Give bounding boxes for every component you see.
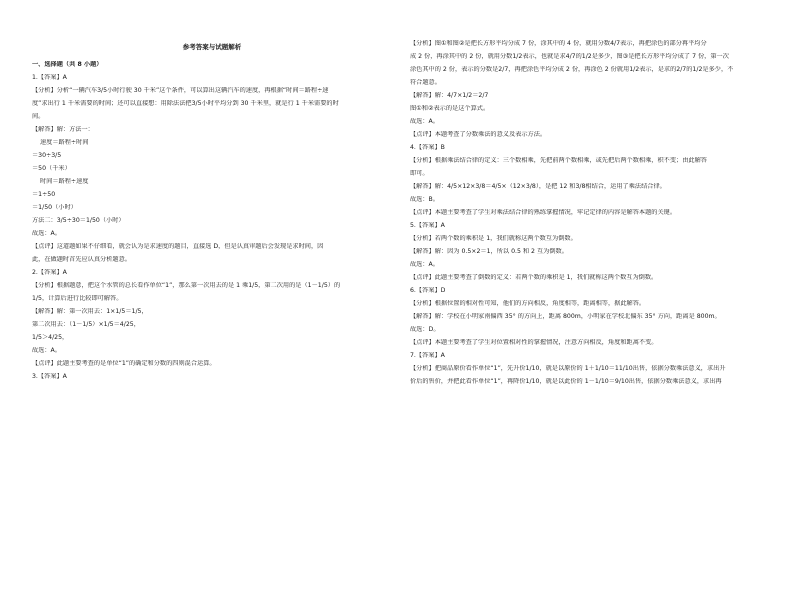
- text-line: 【点评】本题主要考查了学生对乘法结合律的熟练掌握情况，牢记定律的内容是解答本题的关键。: [410, 209, 677, 216]
- text-line: 一、选择题（共 8 小题）: [32, 61, 103, 68]
- line-spacer: [410, 386, 770, 391]
- text-line: 【点评】此题主要考查的是单位“1”的确定和分数的四则混合运算。: [32, 360, 216, 367]
- text-line: 涂色其中的 2 份，表示的分数是2/7，再把涂色平均分成 2 份，再涂色 2 份就用1/2表示，是求的2/7的1/2是多少，不: [410, 66, 734, 73]
- text-line: ＝30÷3/5: [32, 152, 62, 159]
- text-line: 符合题意。: [410, 79, 441, 86]
- text-line: 价后的售价，并把此看作单位“1”，再降价1/10，就是以此价的 1－1/10＝9/10出售，依据分数乘法意义，求出再: [410, 378, 722, 385]
- text-line: 间。: [32, 113, 45, 120]
- text-line: 此，在做题时首先应认真分析题意。: [32, 256, 131, 263]
- text-line: 故选：A。: [410, 118, 439, 125]
- text-line: 【分析】根据位置的相对性可知，他们的方向相反，角度相等，距离相等，据此解答。: [410, 300, 646, 307]
- text-line: 故选：A。: [32, 230, 61, 237]
- text-line: 【解答】解：4/7×1/2＝2/7: [410, 92, 489, 99]
- text-line: ＝50（千米）: [32, 165, 71, 172]
- document-title: 参考答案与试题解析: [182, 43, 242, 51]
- text-line: 速度＝路程÷时间: [40, 139, 89, 146]
- text-line: 2.【答案】A: [32, 269, 67, 276]
- text-line: 1/5＞4/25，: [32, 334, 69, 341]
- text-line: 【点评】本题考查了分数乘法的意义及表示方法。: [410, 131, 547, 138]
- text-line: 【解答】解：因为 0.5×2＝1，所以 0.5 和 2 互为倒数。: [410, 248, 568, 255]
- text-line: 【解答】解：第一次用去：1×1/5＝1/5，: [32, 308, 148, 315]
- left-column: [32, 0, 392, 562]
- text-line: 【解答】解：方法一：: [32, 126, 94, 133]
- text-line: 【解答】解：4/5×12×3/8＝4/5×（12×3/8），是把 12 和3/8相结合，运用了乘法结合律。: [410, 183, 666, 190]
- text-line: 【分析】图①和图②是把长方形平均分成 7 份，涂其中的 4 份，就用分数4/7表示，再把涂色的部分再平均分: [410, 40, 707, 47]
- text-line: ＝1÷50: [32, 191, 56, 198]
- text-line: 【分析】把商品原价看作单位“1”，先升价1/10，就是以原价的 1＋1/10＝11/10出售，依据分数乘法意义，求出升: [410, 365, 726, 372]
- text-line: 【分析】分析“一辆汽车3/5小时行驶 30 千米”这个条件，可以算出这辆汽车的速度，再根据“时间＝路程÷速: [32, 87, 329, 94]
- text-line: 【分析】根据乘法结合律的定义：三个数相乘，先把前两个数相乘，或先把后两个数相乘，积不变；由此解答: [410, 157, 707, 164]
- text-line: 故选：A。: [410, 261, 439, 268]
- text-line: 【点评】本题主要考查了学生对位置相对性的掌握情况，注意方向相反，角度和距离不变。: [410, 339, 658, 346]
- text-line: 即可。: [410, 170, 429, 177]
- text-line: 第二次用去：（1－1/5）×1/5＝4/25，: [32, 321, 140, 328]
- text-line: 1.【答案】A: [32, 74, 67, 81]
- text-line: 1/5，计算后进行比较即可解答。: [32, 295, 123, 302]
- text-line: 3.【答案】A: [32, 373, 67, 380]
- text-line: 故选：B。: [410, 196, 439, 203]
- line-spacer: [32, 381, 392, 386]
- text-line: 【解答】解：学校在小明家南偏西 35° 的方向上，距离 800m，小明家在学校北偏东 35° 方向，距离是 800m。: [410, 313, 721, 320]
- text-line: ＝1/50（小时）: [32, 204, 77, 211]
- text-line: 故选：D。: [410, 326, 440, 333]
- text-line: 【点评】这道题如果不仔细看，就会认为是求速度的题目，直接选 D，但是认真审题后会发现是求时间，因: [32, 243, 324, 250]
- text-line: 5.【答案】A: [410, 222, 445, 229]
- text-line: 图①和②表示的是这个算式。: [410, 105, 490, 112]
- text-line: 6.【答案】D: [410, 287, 446, 294]
- text-line: 7.【答案】A: [410, 352, 445, 359]
- text-line: 故选：A。: [32, 347, 61, 354]
- text-line: 【点评】此题主要考查了倒数的定义：若两个数的乘积是 1，我们就称这两个数互为倒数。: [410, 274, 658, 281]
- text-line: 【分析】若两个数的乘积是 1，我们就称这两个数互为倒数。: [410, 235, 577, 242]
- text-line: 时间＝路程÷速度: [40, 178, 89, 185]
- right-column: [410, 0, 770, 602]
- text-line: 度”求出行 1 千米需要的时间；还可以直接想：用除法法把3/5小时平均分到 30 千米里，就是行 1 千米需要的时: [32, 100, 339, 107]
- text-line: 【分析】根据题意，把这个水管的总长看作单位“1”，那么第一次用去的是 1 乘1/5，第二次用的是（1－1/5）的: [32, 282, 341, 289]
- text-line: 方法二：3/5÷30＝1/50（小时）: [32, 217, 125, 224]
- text-line: 4.【答案】B: [410, 144, 445, 151]
- text-line: 成 2 份，再涂其中的 2 份，就用分数1/2表示，也就是求4/7的1/2是多少，图③是把长方形平均分成了 7 份，第一次: [410, 53, 729, 60]
